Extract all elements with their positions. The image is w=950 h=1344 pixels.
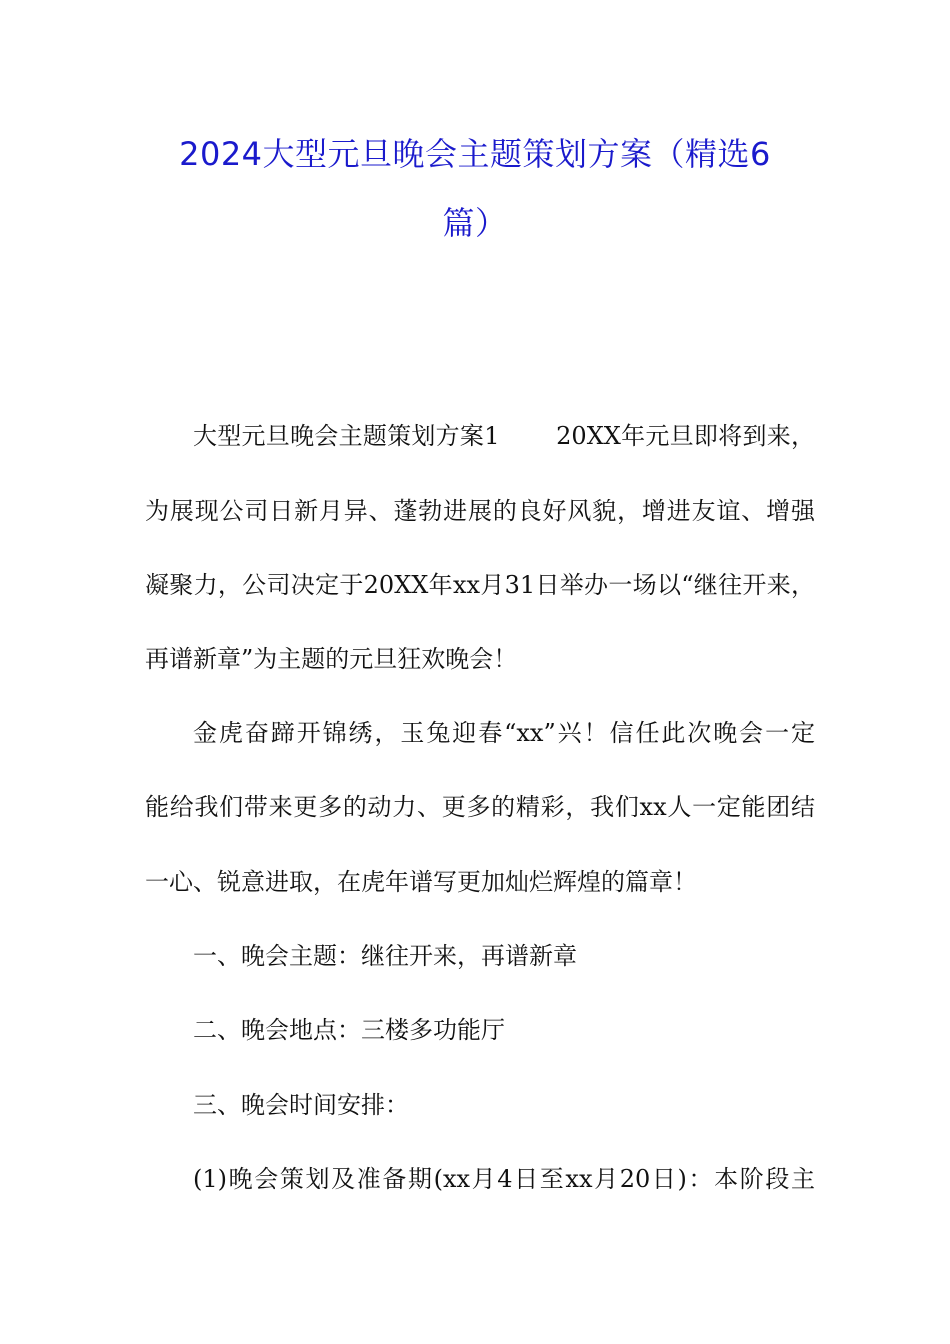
- paragraph-line: 凝聚力，公司决定于20XX年xx月31日举办一场以“继往开来，: [145, 571, 815, 599]
- paragraph-line: 大型元旦晚会主题策划方案1 20XX年元旦即将到来，: [193, 422, 815, 450]
- document-title-line-2: 篇）: [442, 204, 508, 242]
- paragraph-line: 再谱新章”为主题的元旦狂欢晚会！: [145, 645, 518, 673]
- paragraph-line: 为展现公司日新月异、蓬勃进展的良好风貌，增进友谊、增强: [145, 497, 815, 525]
- paragraph-line: (1)晚会策划及准备期(xx月4日至xx月20日)：本阶段主: [193, 1165, 815, 1193]
- paragraph-line: 能给我们带来更多的动力、更多的精彩，我们xx人一定能团结: [145, 793, 815, 821]
- document-title-line-1: 2024大型元旦晚会主题策划方案（精选6: [179, 135, 771, 173]
- paragraph-line: 一心、锐意进取，在虎年谱写更加灿烂辉煌的篇章！: [145, 868, 697, 896]
- section-heading-theme: 一、晚会主题：继往开来，再谱新章: [193, 942, 577, 970]
- paragraph-line: 金虎奋蹄开锦绣，玉兔迎春“xx”兴！信任此次晚会一定: [193, 719, 815, 747]
- section-heading-schedule: 三、晚会时间安排：: [193, 1091, 409, 1119]
- section-heading-venue: 二、晚会地点：三楼多功能厅: [193, 1016, 505, 1044]
